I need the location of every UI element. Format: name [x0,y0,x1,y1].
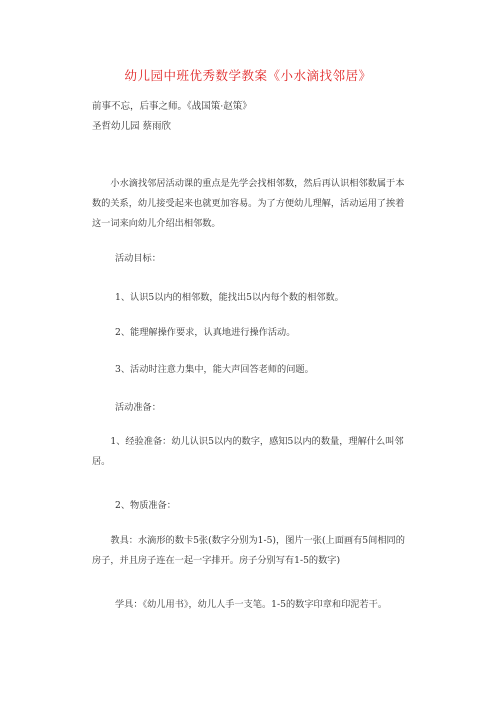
goal-item-1: 1、认识5以内的相邻数，能找出5以内每个数的相邻数。 [115,292,344,303]
student-materials: 学具：《幼儿用书》，幼儿人手一支笔。1-5的数字印章和印泥若干。 [115,599,388,610]
intro-paragraph: 小水滴找邻居活动课的重点是先学会找相邻数，然后再认识相邻数属于本数的关系，幼儿接受起来也就更加容易。为了方便幼儿理解，活动运用了挨着这一词来向幼儿介绍出相邻数。 [92,178,405,229]
teacher-materials: 教具：水滴形的数卡5张(数字分别为1-5)，图片一张(上面画有5间相同的房子，并且房子连在一起一字排开。房子分别写有1-5的数字) [92,535,405,566]
author-line: 圣哲幼儿园 蔡雨欣 [92,121,172,132]
quote-line: 前事不忘，后事之师。《战国策·赵策》 [92,101,252,112]
document-title: 幼儿园中班优秀数学教案《小水滴找邻居》 [124,68,372,83]
prep-heading: 活动准备： [115,402,161,413]
goals-heading: 活动目标： [115,253,161,264]
prep-item-2: 2、物质准备： [115,500,176,511]
prep-item-1: 1、经验准备：幼儿认识5以内的数字，感知5以内的数量，理解什么叫邻居。 [92,436,404,467]
goal-item-2: 2、能理解操作要求，认真地进行操作活动。 [115,327,296,338]
goal-item-3: 3、活动时注意力集中，能大声回答老师的问题。 [115,364,314,375]
